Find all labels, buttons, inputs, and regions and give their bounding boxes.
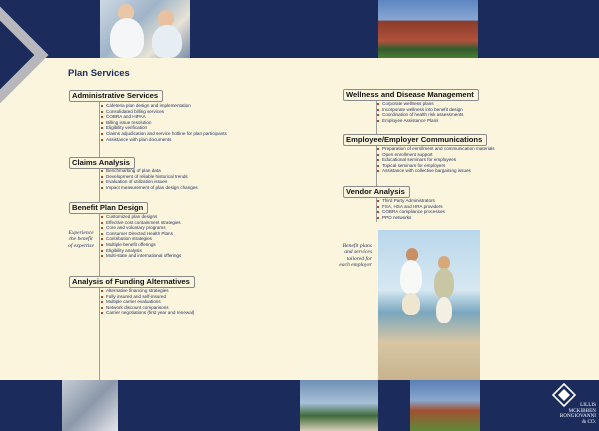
list-item: Eligibility verification bbox=[101, 125, 227, 131]
list-item: Billing issue resolution bbox=[101, 120, 227, 126]
list-item: Corporate wellness plans bbox=[377, 101, 479, 107]
left-margin-panel bbox=[0, 58, 62, 380]
list-item: Fully insured and self-insured bbox=[101, 294, 195, 300]
top-banner bbox=[0, 0, 599, 58]
section-analysis-of-funding-alternatives bbox=[69, 271, 195, 316]
list-item: Eligibility analysis bbox=[101, 248, 181, 254]
logo-line: MCKIBBEN bbox=[568, 407, 596, 414]
section-administrative-services bbox=[69, 85, 227, 142]
section-heading: Claims Analysis bbox=[69, 157, 135, 169]
list-item: Multiple carrier evaluations bbox=[101, 299, 195, 305]
list-item: Assistance with plan documents bbox=[101, 137, 227, 143]
list-item: Benchmarking of plan data bbox=[101, 168, 198, 174]
logo-line: & CO. bbox=[582, 418, 596, 425]
lighthouse-photo bbox=[300, 380, 378, 431]
section-claims-analysis bbox=[69, 152, 198, 190]
logo-wordmark bbox=[534, 403, 596, 425]
list-item: Effective cost containment strategies bbox=[101, 220, 181, 226]
section-heading: Administrative Services bbox=[69, 90, 163, 102]
section-employee-employer-communications bbox=[343, 129, 495, 174]
section-heading: Employee/Employer Communications bbox=[343, 134, 487, 146]
beach-couple-photo bbox=[378, 230, 480, 380]
office-building-photo bbox=[378, 0, 478, 58]
section-benefit-plan-design bbox=[69, 197, 181, 259]
list-item: Assistance with collective bargaining issues bbox=[377, 168, 495, 174]
list-item: Coordination of health risk assessments bbox=[377, 112, 479, 118]
list-item: Incorporate wellness into benefit design bbox=[377, 107, 479, 113]
list-item: Consolidated billing services bbox=[101, 109, 227, 115]
logo-line: BONGIOVANNI bbox=[559, 413, 596, 420]
list-item: Impact measurement of plan design changes bbox=[101, 185, 198, 191]
list-item: Multiple benefit offerings bbox=[101, 242, 181, 248]
list-item: COBRA compliance processes bbox=[377, 209, 445, 215]
list-item: PPO networks bbox=[377, 215, 445, 221]
list-item: Consumer Directed Health Plans bbox=[101, 231, 181, 237]
list-item: FSA, HSA and HRA providers bbox=[377, 204, 445, 210]
list-item: Carrier negotiations (first year and renewal) bbox=[101, 310, 195, 316]
list-item: Third Party Administrators bbox=[377, 198, 445, 204]
left-sidenote bbox=[61, 230, 101, 249]
section-heading: Wellness and Disease Management bbox=[343, 89, 479, 101]
list-item: Employee Assistance Plans bbox=[377, 118, 479, 124]
company-logo bbox=[534, 383, 596, 429]
campus-building-photo bbox=[410, 380, 480, 431]
section-heading: Analysis of Funding Alternatives bbox=[69, 276, 195, 288]
list-item: Open enrollment support bbox=[377, 152, 495, 158]
sidenote-line: Experience bbox=[68, 230, 94, 236]
list-item: Alternative financing strategies bbox=[101, 288, 195, 294]
list-item: Topical seminars for employers bbox=[377, 163, 495, 169]
list-item: Core and voluntary programs bbox=[101, 225, 181, 231]
sidenote-line: of expertise bbox=[68, 242, 94, 249]
section-wellness-and-disease-management bbox=[343, 84, 479, 123]
section-heading: Vendor Analysis bbox=[343, 186, 410, 198]
list-item: Evaluation of utilization issues bbox=[101, 179, 198, 185]
sidenote-line: tailored for bbox=[346, 255, 372, 262]
list-item: Contribution strategies bbox=[101, 236, 181, 242]
list-item: COBRA and HIPAA bbox=[101, 114, 227, 120]
list-item: Preparation of enrollment and communication materials bbox=[377, 146, 495, 152]
document-hands-photo bbox=[62, 380, 118, 431]
list-item: Development of reliable historical trends bbox=[101, 174, 198, 180]
section-vendor-analysis bbox=[343, 181, 445, 220]
sidenote-line: each employer bbox=[339, 261, 372, 268]
list-item: Customized plan designs bbox=[101, 214, 181, 220]
sidenote-line: Benefit plans bbox=[342, 243, 372, 249]
list-item: Cafeteria plan design and implementation bbox=[101, 103, 227, 109]
list-item: Educational seminars for employees bbox=[377, 157, 495, 163]
list-item: Claims adjudication and service hotline for plan participants bbox=[101, 131, 227, 137]
sidenote-line: the benefit bbox=[69, 236, 93, 243]
page-title: Plan Services bbox=[68, 68, 130, 79]
logo-line: LILLIS bbox=[580, 402, 596, 408]
section-heading: Benefit Plan Design bbox=[69, 202, 148, 214]
right-sidenote bbox=[330, 243, 372, 268]
sidenote-line: and services bbox=[344, 249, 372, 256]
doctor-patient-photo bbox=[100, 0, 190, 58]
list-item: Multi-state and international offerings bbox=[101, 253, 181, 259]
list-item: Network discount comparisons bbox=[101, 305, 195, 311]
